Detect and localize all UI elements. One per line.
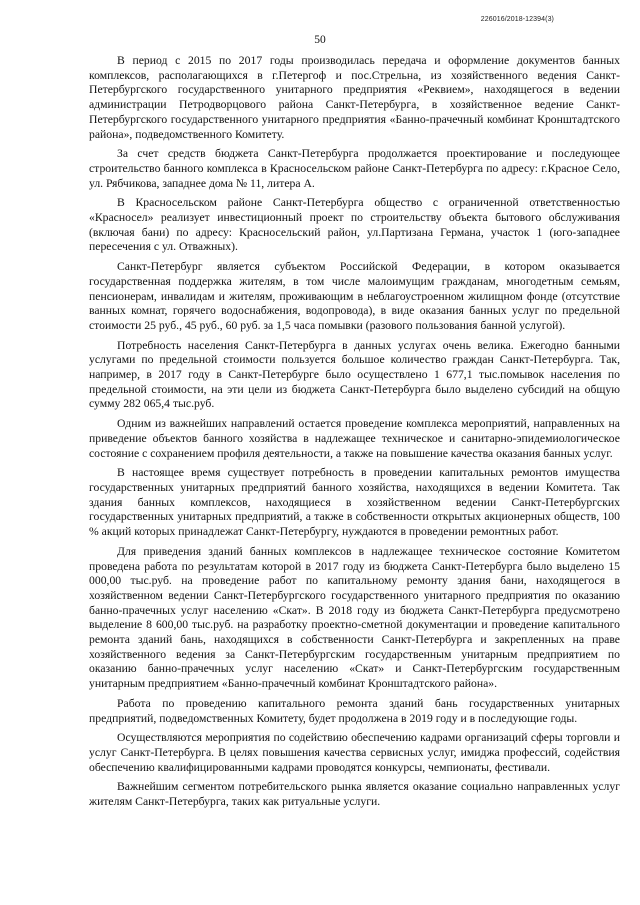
paragraph-repair-continuation: Работа по проведению капитального ремонта зданий бань государственных унитарных предприятий, подведомственных Комитету, будет продолжена в 2019 году и в последующие годы. [89,696,620,725]
paragraph-transfer-bathhouses: В период с 2015 по 2017 годы производилась передача и оформление документов банных комплексов, располагающихся в г.Петергоф и пос.Стрельна, из хозяйственного ведения Санкт-Петербургского государственного унитарного предприятия «Реквием», находящегося в ведении администрации Петродворцового района Санкт-Петербурга, в хозяйственное ведение Санкт-Петербургского государственного унитарного предприятия «Банно-прачечный комбинат Кронштадтского района», подведомственного Комитету. [89,54,620,141]
paragraph-repair-needs: В настоящее время существует потребность в проведении капитальных ремонтов имущества государственных унитарных предприятий банного хозяйства, находящихся в ведении Комитета. Так здания банных комплексов, находящиеся в хозяйственном ведении Санкт-Петербургских государственных унитарных предприятий, а также в собственности открытых акционерных обществ, 100 % акций которых принадлежат Санкт-Петербургу, нуждаются в проведении ремонтных работ. [89,466,620,539]
paragraph-state-support: Санкт-Петербург является субъектом Российской Федерации, в котором оказывается государственная поддержка жителям, в том числе малоимущим гражданам, многодетным семьям, пенсионерам, инвалидам и жителям, проживающим в неблагоустроенном жилищном фонде (отсутствие ванных комнат, горячего водоснабжения, водопровода), в виде оказания банных услуг по предельной стоимости 25 руб., 45 руб., 60 руб. за 1,5 часа помывки (разового пользования банной услугой). [89,260,620,332]
page-number: 50 [314,34,326,46]
document-number: 226016/2018-12394(3) [480,16,554,23]
document-body [89,54,620,815]
paragraph-krasnoe-selo-construction: За счет средств бюджета Санкт-Петербурга продолжается проектирование и последующее строительство банного комплекса в Красносельском районе Санкт-Петербурга по адресу: г.Красное Село, ул. Рябчикова, западнее дома № 11, литера А. [89,147,620,190]
paragraph-social-services: Важнейшим сегментом потребительского рынка является оказание социально направленных услуг жителям Санкт-Петербурга, таких как ритуальные услуги. [89,780,620,809]
paragraph-krasnosel-investment: В Красносельском районе Санкт-Петербурга общество с ограниченной ответственностью «Красносел» реализует инвестиционный проект по строительству объекта бытового обслуживания (включая бани) по адресу: Красносельский район, ул.Партизана Германа, участок 1 (юго-западнее пересечения с ул. Отважных). [89,196,620,254]
paragraph-demand: Потребность населения Санкт-Петербурга в данных услугах очень велика. Ежегодно банными услугами по предельной стоимости пользуется большое количество граждан Санкт-Петербурга. Так, например, в 2017 году в Санкт-Петербурге было осуществлено 1 677,1 тыс.помывок населения по предельной стоимости, на эти цели из бюджета Санкт-Петербурга было выделено субсидий на общую сумму 282 065,4 тыс.руб. [89,338,620,411]
paragraph-repair-funding: Для приведения зданий банных комплексов в надлежащее техническое состояние Комитетом проведена работа по результатам которой в 2017 году из бюджета Санкт-Петербурга было выделено 15 000,00 тыс.руб. на проведение работ по капитальному ремонту здания бани, находящегося в хозяйственном ведении Санкт-Петербургского государственного унитарного предприятия по оказанию банно-прачечных услуг населению «Скат». В 2018 году из бюджета Санкт-Петербурга предусмотрено выделение 8 600,00 тыс.руб. на разработку проектно-сметной документации и проведение капитального ремонта зданий бань, находящихся в собственности Санкт-Петербурга и закрепленных на праве хозяйственного ведения за Санкт-Петербургским государственным унитарным предприятием по оказанию банно-прачечных услуг населению «Скат» и Санкт-Петербургским государственным унитарным предприятием «Банно-прачечный комбинат Кронштадтского района». [89,544,620,691]
paragraph-key-directions: Одним из важнейших направлений остается проведение комплекса мероприятий, направленных на приведение объектов банного хозяйства в надлежащее техническое и санитарно-эпидемиологическое состояние с сохранением профиля деятельности, а также на повышение качества оказания банных услуг. [89,417,620,460]
paragraph-staffing: Осуществляются мероприятия по содействию обеспечению кадрами организаций сферы торговли и услуг Санкт-Петербурга. В целях повышения качества сервисных услуг, имиджа профессий, содействия обеспечению квалифицированными кадрами проводятся конкурсы, чемпионаты, фестивали. [89,731,620,774]
